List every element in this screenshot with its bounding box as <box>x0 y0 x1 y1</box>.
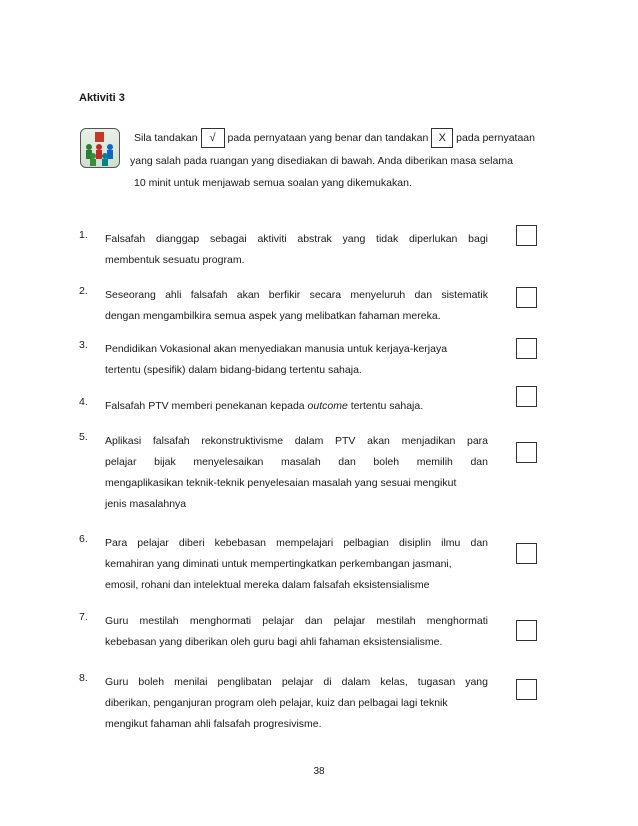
question-text <box>105 611 488 653</box>
question-text <box>105 431 488 515</box>
question-line: Para pelajar diberi kebebasan mempelajari pelbagian disiplin ilmu dan <box>105 537 488 549</box>
answer-box[interactable] <box>516 620 537 641</box>
question-line: Pendidikan Vokasional akan menyediakan manusia untuk kerjaya-kerjaya <box>105 343 448 355</box>
question-line: Falsafah PTV memberi penekanan kepada <box>105 400 308 412</box>
instruction-text-3: pada pernyataan <box>456 132 535 144</box>
question-line: tertentu (spesifik) dalam bidang-bidang tertentu sahaja. <box>105 364 362 376</box>
question-text <box>105 339 488 381</box>
question-line: Guru boleh menilai penglibatan pelajar di dalam kelas, tugasan yang <box>105 676 488 688</box>
question-line: kemahiran yang diminati untuk mempertingkatkan perkembangan jasmani, <box>105 558 452 570</box>
question-italic-term: outcome <box>307 400 348 412</box>
question-number: 8. <box>79 672 88 684</box>
question-line: pelajar bijak menyelesaikan masalah dan boleh memilih dan <box>105 456 488 468</box>
check-mark-sample: √ <box>201 128 225 148</box>
question-line: kebebasan yang diberikan oleh guru bagi ahli fahaman eksistensialisme. <box>105 636 443 648</box>
question-line: mengikut fahaman ahli falsafah progresivisme. <box>105 718 322 730</box>
question-line: Guru mestilah menghormati pelajar dan pelajar mestilah menghormati <box>105 615 488 627</box>
page-number: 38 <box>313 766 325 777</box>
question-line: mengaplikasikan teknik-teknik penyelesaian masalah yang sesuai mengikut <box>105 477 457 489</box>
question-line: membentuk sesuatu program. <box>105 254 245 266</box>
answer-box[interactable] <box>516 442 537 463</box>
question-text <box>105 533 488 596</box>
question-text <box>105 285 488 327</box>
activity-heading: Aktiviti 3 <box>79 92 125 104</box>
instruction-line-2: yang salah pada ruangan yang disediakan di bawah. Anda diberikan masa selama <box>130 155 513 167</box>
answer-box[interactable] <box>516 679 537 700</box>
question-text <box>105 396 488 417</box>
x-mark-sample: X <box>431 128 453 148</box>
question-text <box>105 229 488 271</box>
question-line: tertentu sahaja. <box>347 400 424 412</box>
question-line: Seseorang ahli falsafah akan berfikir secara menyeluruh dan sistematik <box>105 289 488 301</box>
question-line: jenis masalahnya <box>105 498 187 510</box>
question-number: 4. <box>79 396 88 408</box>
instruction-line-3: 10 minit untuk menjawab semua soalan yang dikemukakan. <box>134 177 412 189</box>
answer-box[interactable] <box>516 338 537 359</box>
question-number: 7. <box>79 611 88 623</box>
question-line: diberikan, penganjuran program oleh pelajar, kuiz dan pelbagai lagi teknik <box>105 697 448 709</box>
activity-illustration-icon <box>80 128 120 168</box>
instruction-text-1: Sila tandakan <box>134 132 198 144</box>
question-line: Falsafah dianggap sebagai aktiviti abstrak yang tidak diperlukan bagi <box>105 233 488 245</box>
question-line: emosil, rohani dan intelektual mereka dalam falsafah eksistensialisme <box>105 579 430 591</box>
answer-box[interactable] <box>516 543 537 564</box>
question-number: 2. <box>79 285 88 297</box>
instruction-text-2: pada pernyataan yang benar dan tandakan <box>227 132 429 144</box>
answer-box[interactable] <box>516 225 537 246</box>
question-number: 1. <box>79 229 88 241</box>
answer-box[interactable] <box>516 287 537 308</box>
question-text <box>105 672 488 735</box>
question-number: 3. <box>79 339 88 351</box>
question-line: Aplikasi falsafah rekonstruktivisme dalam PTV akan menjadikan para <box>105 435 488 447</box>
question-number: 5. <box>79 431 88 443</box>
question-line: dengan mengambilkira semua aspek yang melibatkan fahaman mereka. <box>105 310 441 322</box>
question-number: 6. <box>79 533 88 545</box>
answer-box[interactable] <box>516 386 537 407</box>
instruction-line-1 <box>134 128 574 149</box>
